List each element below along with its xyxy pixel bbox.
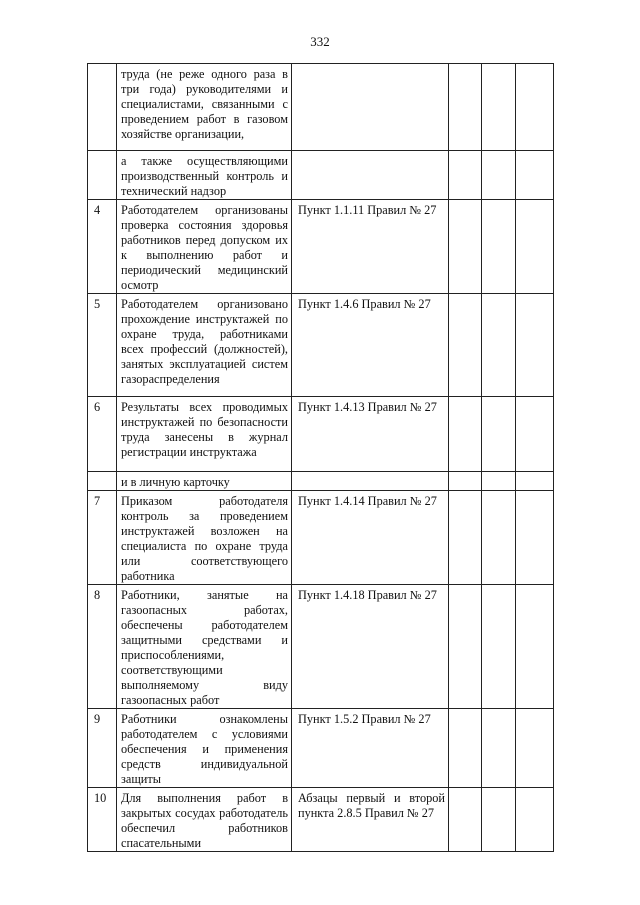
requirement-text: Результаты всех проводимых инструктажей по безопасности труда занесены в журнал регистрации инструктажа [117,397,292,472]
requirement-text: и в личную карточку [117,472,292,491]
reference-text [292,472,449,491]
table-row [88,491,554,585]
requirement-text: а также осуществляющими производственный контроль и технический надзор [117,151,292,200]
reference-text: Пункт 1.5.2 Правил № 27 [292,709,449,788]
answer-cell-yes[interactable] [449,491,482,585]
answer-cell-yes[interactable] [449,788,482,852]
answer-cell-yes[interactable] [449,585,482,709]
requirement-text: Работодателем организованы проверка состояния здоровья работников перед допуском их к выполнению работ и периодический медицинский осмотр [117,200,292,294]
table-row [88,472,554,491]
row-number: 5 [88,294,117,397]
answer-cell-na[interactable] [516,64,554,151]
requirement-text: Приказом работодателя контроль за проведением инструктажей возложен на специалиста по охране труда или соответствующего работника [117,491,292,585]
answer-cell-no[interactable] [482,151,516,200]
answer-cell-na[interactable] [516,709,554,788]
answer-cell-na[interactable] [516,788,554,852]
row-number: 9 [88,709,117,788]
requirement-text: Работники ознакомлены работодателем с условиями обеспечения и применения средств индивидуальной защиты [117,709,292,788]
reference-text: Пункт 1.4.6 Правил № 27 [292,294,449,397]
answer-cell-no[interactable] [482,64,516,151]
reference-text: Пункт 1.1.11 Правил № 27 [292,200,449,294]
answer-cell-no[interactable] [482,491,516,585]
table-row [88,788,554,852]
answer-cell-no[interactable] [482,709,516,788]
row-number [88,472,117,491]
table-row [88,151,554,200]
row-number: 7 [88,491,117,585]
table-row [88,709,554,788]
answer-cell-na[interactable] [516,491,554,585]
table-row [88,200,554,294]
answer-cell-yes[interactable] [449,397,482,472]
checklist-table [87,63,554,852]
answer-cell-na[interactable] [516,294,554,397]
row-number: 8 [88,585,117,709]
answer-cell-no[interactable] [482,294,516,397]
answer-cell-na[interactable] [516,585,554,709]
answer-cell-no[interactable] [482,472,516,491]
answer-cell-yes[interactable] [449,151,482,200]
requirement-text: Работодателем организовано прохождение инструктажей по охране труда, работниками всех профессий (должностей), занятых эксплуатацией систем газораспределения [117,294,292,397]
reference-text: Пункт 1.4.14 Правил № 27 [292,491,449,585]
answer-cell-na[interactable] [516,151,554,200]
requirement-text: Для выполнения работ в закрытых сосудах работодатель обеспечил работников спасательными [117,788,292,852]
table-row [88,294,554,397]
row-number [88,151,117,200]
requirement-text: труда (не реже одного раза в три года) руководителями и специалистами, связанными с проведением работ в газовом хозяйстве организации, [117,64,292,151]
answer-cell-na[interactable] [516,472,554,491]
row-number: 10 [88,788,117,852]
reference-text: Абзацы первый и второй пункта 2.8.5 Правил № 27 [292,788,449,852]
answer-cell-no[interactable] [482,200,516,294]
reference-text: Пункт 1.4.13 Правил № 27 [292,397,449,472]
answer-cell-yes[interactable] [449,294,482,397]
row-number: 6 [88,397,117,472]
answer-cell-no[interactable] [482,585,516,709]
row-number [88,64,117,151]
answer-cell-na[interactable] [516,200,554,294]
reference-text [292,64,449,151]
answer-cell-yes[interactable] [449,472,482,491]
reference-text: Пункт 1.4.18 Правил № 27 [292,585,449,709]
answer-cell-no[interactable] [482,397,516,472]
table-row [88,585,554,709]
table-row [88,64,554,151]
answer-cell-yes[interactable] [449,200,482,294]
reference-text [292,151,449,200]
answer-cell-na[interactable] [516,397,554,472]
answer-cell-yes[interactable] [449,64,482,151]
row-number: 4 [88,200,117,294]
requirement-text: Работники, занятые на газоопасных работах, обеспечены работодателем защитными средствами и приспособлениями, соответствующими выполняемому виду газоопасных работ [117,585,292,709]
answer-cell-no[interactable] [482,788,516,852]
table-row [88,397,554,472]
answer-cell-yes[interactable] [449,709,482,788]
page-number: 332 [310,34,330,49]
